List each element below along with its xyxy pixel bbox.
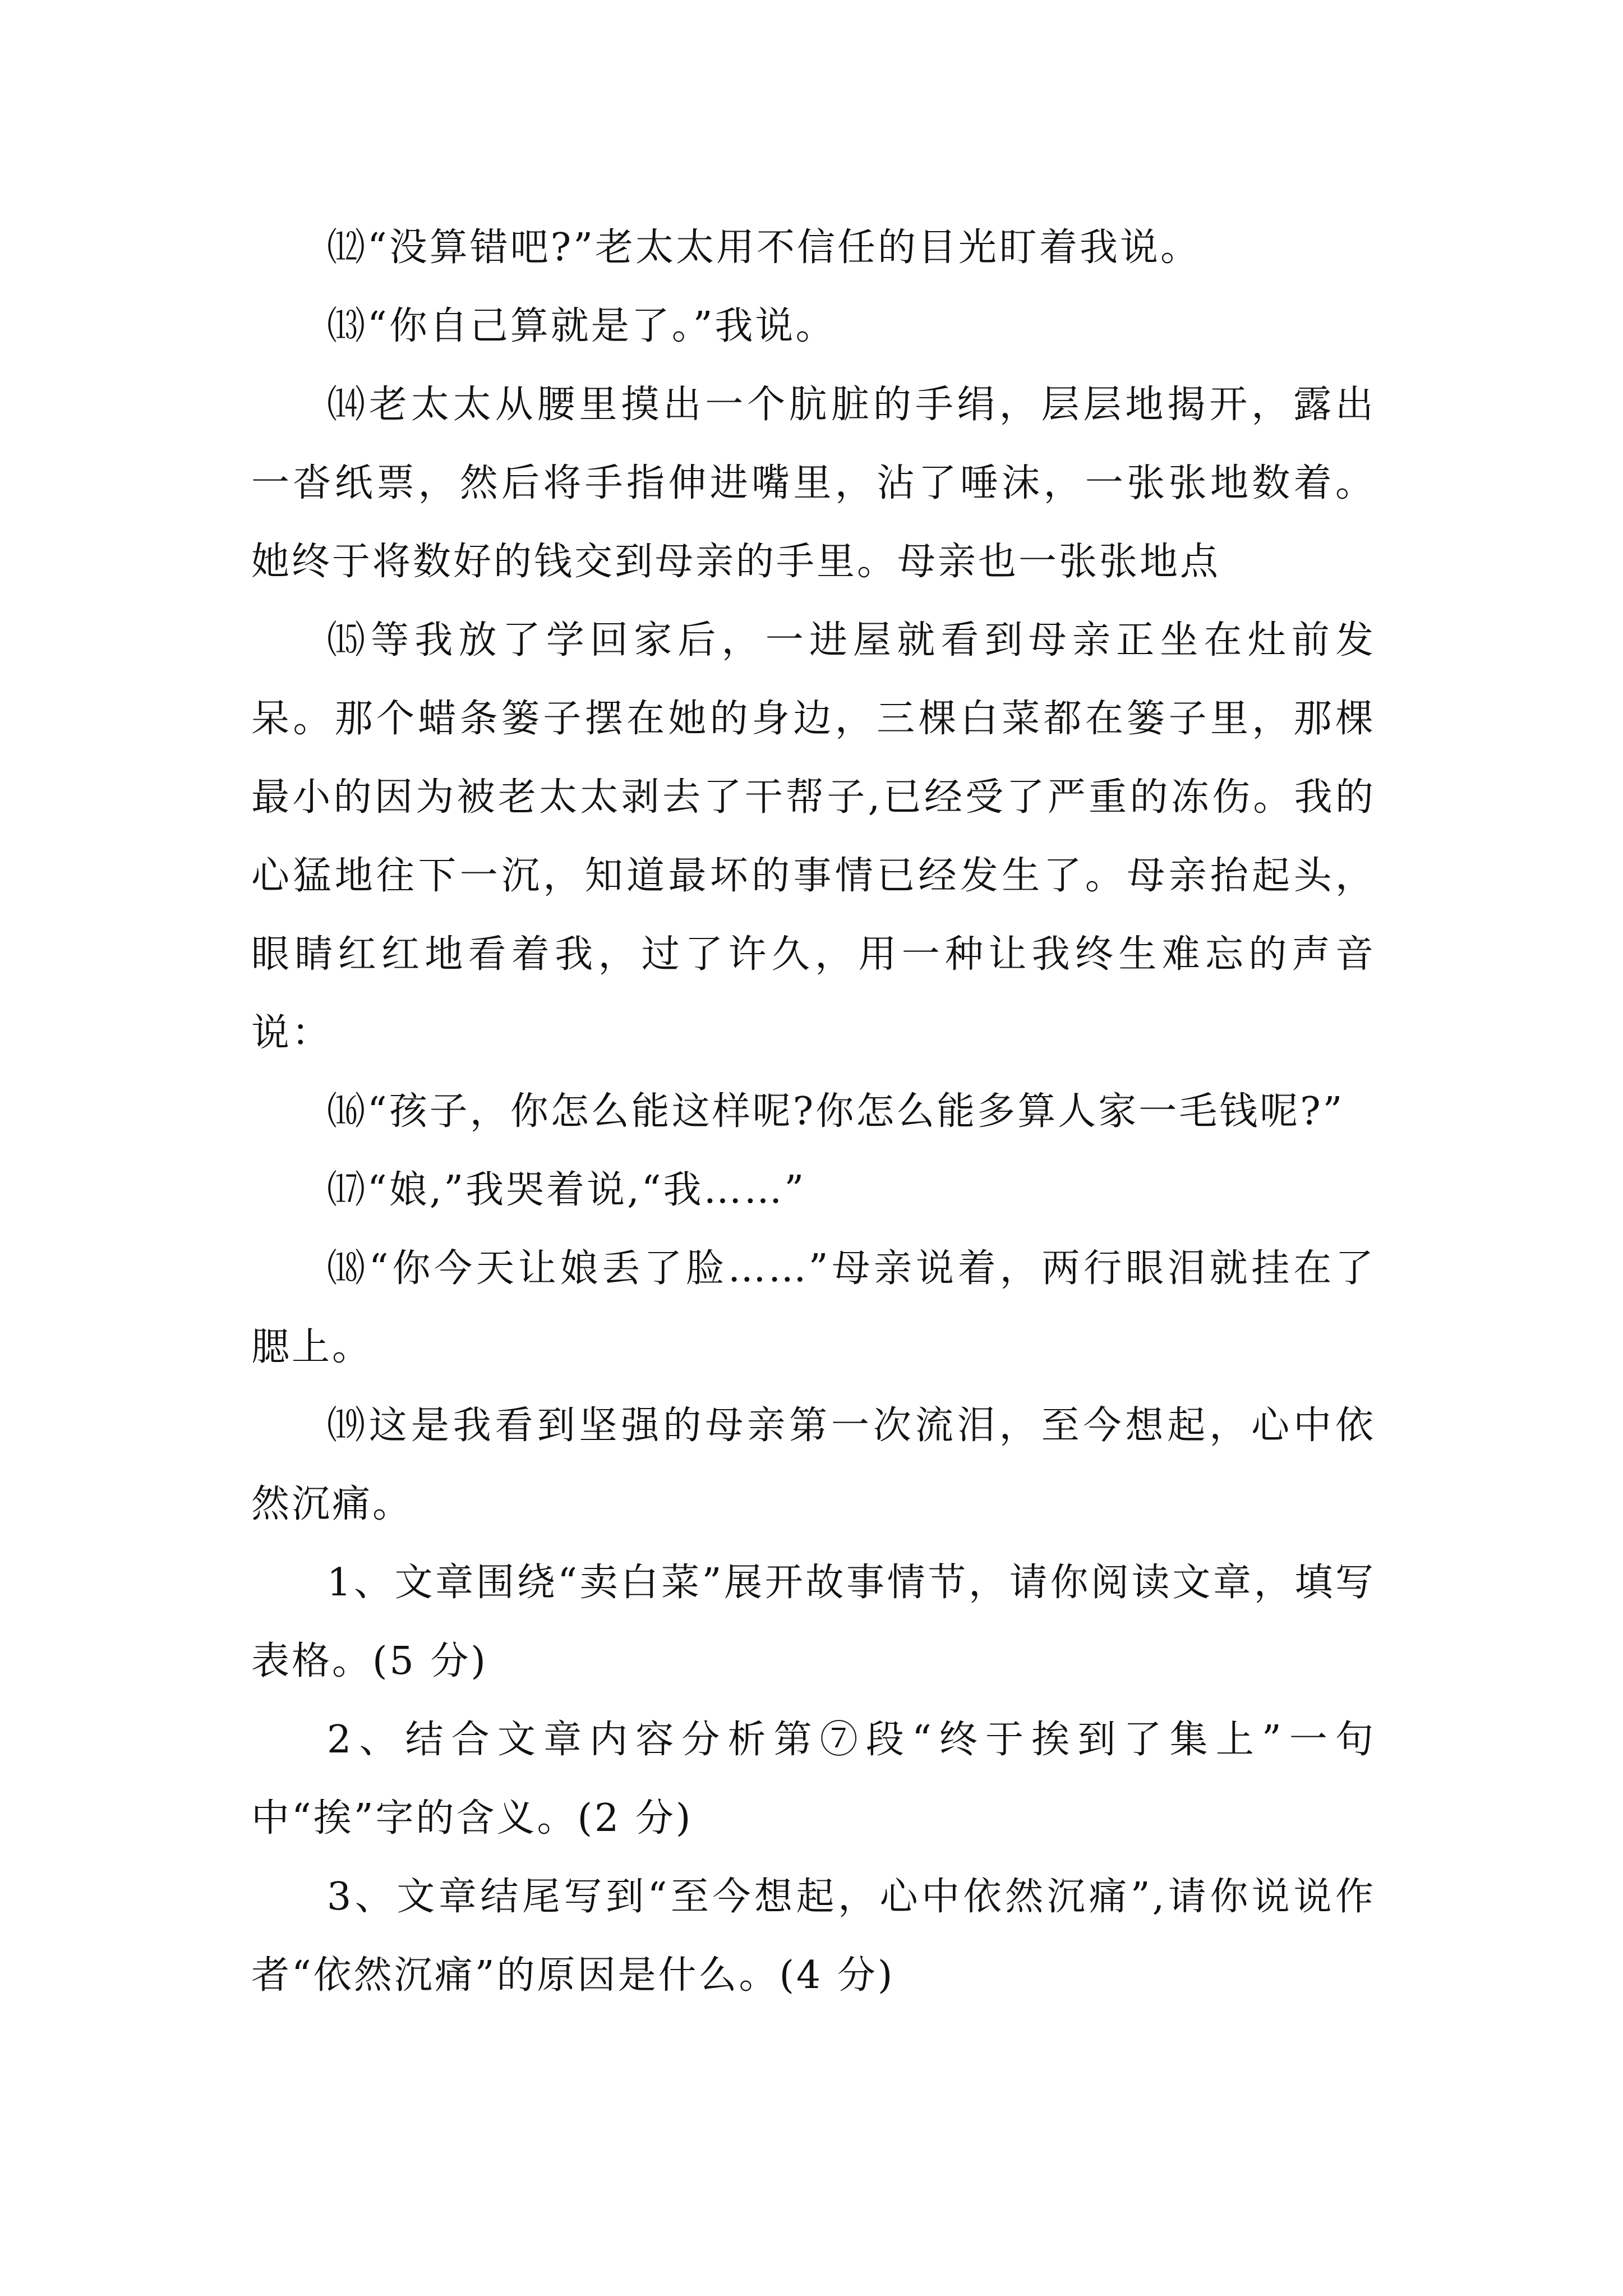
question-2: 2、结合文章内容分析第⑦段“终于挨到了集上”一句中“挨”字的含义。(2 分) bbox=[251, 1718, 1376, 1841]
paragraph-16: ⒃“孩子，你怎么能这样呢?你怎么能多算人家一毛钱呢?” bbox=[327, 1089, 1345, 1134]
question-1: 1、文章围绕“卖白菜”展开故事情节，请你阅读文章，填写表格。(5 分) bbox=[251, 1561, 1376, 1683]
paragraph-12: ⑿“没算错吧?”老太太用不信任的目光盯着我说。 bbox=[327, 226, 1201, 270]
paragraph-18: ⒅“你今天让娘丢了脸……”母亲说着，两行眼泪就挂在了腮上。 bbox=[251, 1246, 1376, 1369]
paragraph-17: ⒄“娘,”我哭着说,“我……” bbox=[327, 1168, 806, 1212]
question-3: 3、文章结尾写到“至今想起，心中依然沉痛”,请你说说作者“依然沉痛”的原因是什么。(4 分) bbox=[251, 1875, 1376, 1998]
document-body bbox=[251, 209, 1376, 2015]
paragraph-15: ⒂等我放了学回家后，一进屋就看到母亲正坐在灶前发呆。那个蜡条篓子摆在她的身边，三棵白菜都在篓子里，那棵最小的因为被老太太剥去了干帮子,已经受了严重的冻伤。我的心猛地往下一沉，知道最坏的事情已经发生了。母亲抬起头，眼睛红红地看着我，过了许久，用一种让我终生难忘的声音说： bbox=[251, 618, 1376, 1055]
paragraph-14: ⒁老太太从腰里摸出一个肮脏的手绢，层层地揭开，露出一沓纸票，然后将手指伸进嘴里，沾了唾沫，一张张地数着。她终于将数好的钱交到母亲的手里。母亲也一张张地点 bbox=[251, 383, 1376, 584]
paragraph-13: ⒀“你自己算就是了。”我说。 bbox=[327, 304, 836, 348]
paragraph-19: ⒆这是我看到坚强的母亲第一次流泪，至今想起，心中依然沉痛。 bbox=[251, 1404, 1376, 1526]
